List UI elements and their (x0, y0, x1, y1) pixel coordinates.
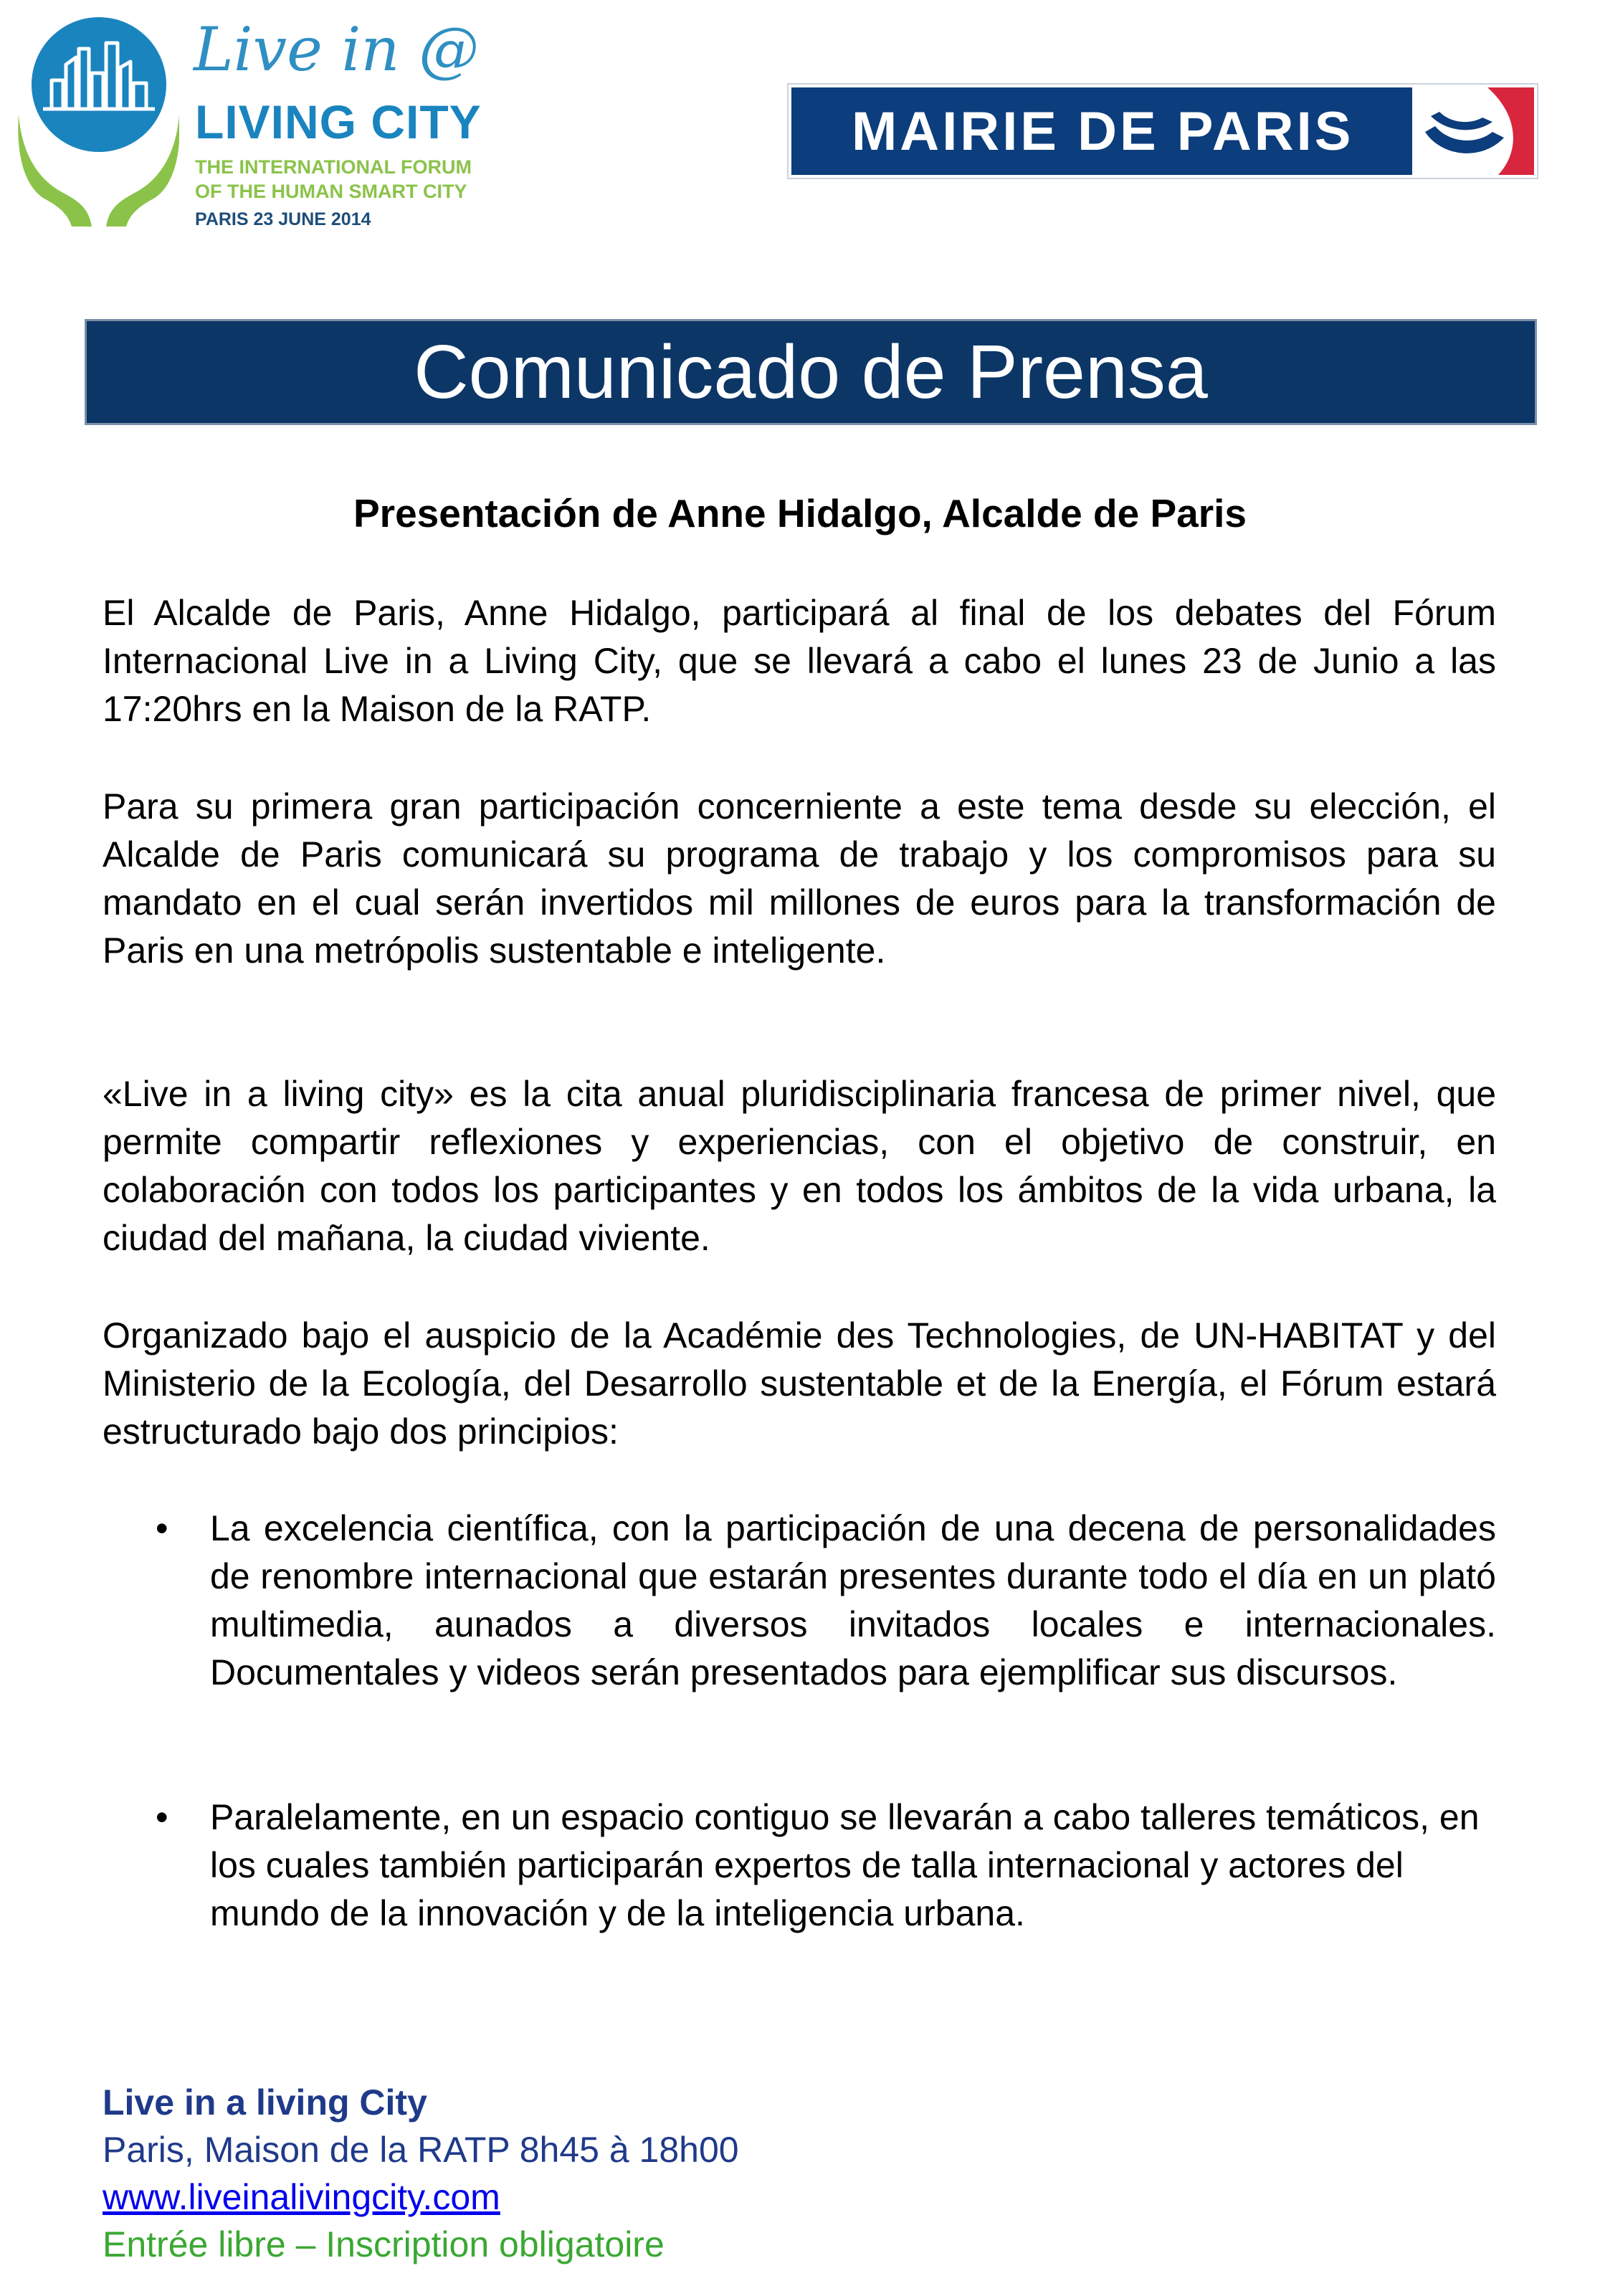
paris-ship-emblem-icon (1412, 87, 1534, 175)
bullet-dot-icon: • (156, 1508, 168, 1548)
logo-date-text: PARIS 23 JUNE 2014 (195, 209, 371, 229)
bullet-dot-icon: • (156, 1797, 168, 1837)
city-hands-emblem-icon (14, 14, 179, 229)
logo-forum-line-1: THE INTERNATIONAL FORUM (195, 156, 472, 178)
mairie-de-paris-text: MAIRIE DE PARIS (852, 100, 1354, 162)
live-in-living-city-logo (14, 14, 487, 237)
paragraph-2: Para su primera gran participación concerniente a este tema desde su elección, el Alcalde de Paris comunicará su programa de trabajo y los compromisos para su mandato en el cual serán invertidos mil millones de euros para la transformación de Paris en una metrópolis sustentable e inteligente. (103, 786, 1496, 971)
banner-title: Comunicado de Prensa (414, 329, 1208, 414)
bullet-text: Paralelamente, en un espacio contiguo se llevarán a cabo talleres temáticos, en los cuales también participarán expertos de talla internacional y actores del mundo de la innovación y de la inteligencia urbana. (210, 1797, 1480, 1933)
footer-venue: Paris, Maison de la RATP 8h45 à 18h00 (103, 2130, 739, 2170)
logo-living-city-text: LIVING CITY (195, 95, 482, 148)
logo-forum-line-2: OF THE HUMAN SMART CITY (195, 181, 467, 202)
footer-note: Entrée libre – Inscription obligatoire (103, 2224, 665, 2264)
logo-live-in-text: Live in @ (194, 14, 480, 85)
list-item (103, 1794, 1496, 1938)
headline: Presentación de Anne Hidalgo, Alcalde de Paris (353, 491, 1247, 535)
bullet-text: La excelencia científica, con la participación de una decena de personalidades de renombre internacional que estarán presentes durante todo el día en un plató multimedia, aunados a diversos invitados locales e internacionales. Documentales y videos serán presentados para ejemplificar sus discursos. (210, 1508, 1496, 1692)
bullet-list-item-2 (103, 1794, 1496, 1938)
footer-title: Live in a living City (103, 2082, 427, 2123)
paragraph-1: El Alcalde de Paris, Anne Hidalgo, participará al final de los debates del Fórum Internacional Live in a Living City, que se llevará a cabo el lunes 23 de Junio a las 17:20hrs en la Maison de la RATP. (103, 593, 1496, 729)
event-footer (103, 2079, 739, 2268)
paragraph-4: Organizado bajo el auspicio de la Académie des Technologies, de UN-HABITAT y del Ministerio de la Ecología, del Desarrollo sustentable et de la Energía, el Fórum estará estructurado bajo dos principios: (103, 1315, 1496, 1452)
press-release-banner (85, 319, 1537, 425)
bullet-list-item-1 (103, 1505, 1496, 1697)
list-item (103, 1505, 1496, 1697)
website-link[interactable]: www.liveinalivingcity.com (103, 2177, 500, 2217)
mairie-de-paris-logo (789, 85, 1537, 178)
paragraph-3: «Live in a living city» es la cita anual pluridisciplinaria francesa de primer nivel, que permite compartir reflexiones y experiencias, con el objetivo de construir, en colaboración con todos los participantes y en todos los ámbitos de la vida urbana, la ciudad del mañana, la ciudad viviente. (103, 1074, 1496, 1258)
logo-forum-text (195, 155, 472, 204)
